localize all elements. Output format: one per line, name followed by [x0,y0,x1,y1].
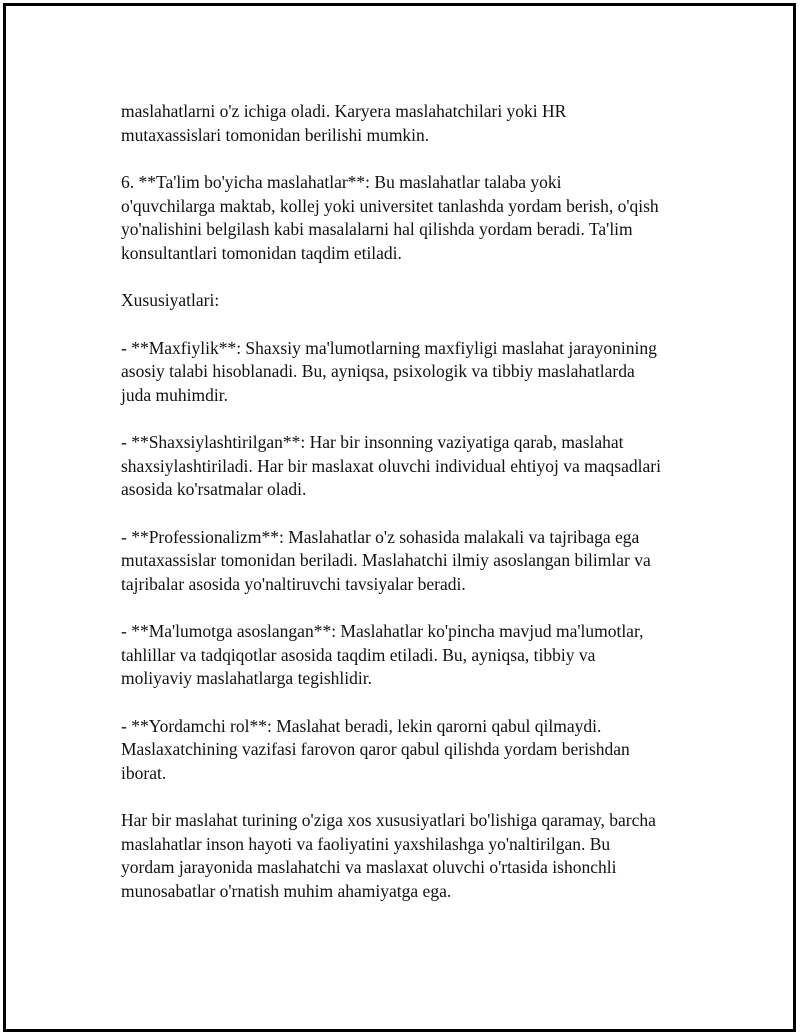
text-line: 6. **Ta'lim bo'yicha maslahatlar**: Bu maslahatlar talaba yoki [121,172,562,192]
text-line: maslahatlarni o'z ichiga oladi. Karyera maslahatchilari yoki HR [121,101,567,121]
text-line: asosida ko'rsatmalar oladi. [121,479,307,499]
paragraph-conclusion [121,809,701,903]
text-line: moliyaviy maslahatlarga tegishlidir. [121,668,372,688]
text-line: shaxsiylashtiriladi. Har bir maslaxat oluvchi individual ehtiyoj va maqsadlari [121,455,661,476]
text-line: - **Ma'lumotga asoslangan**: Maslahatlar ko'pincha mavjud ma'lumotlar, [121,621,644,641]
text-line: yo'nalishini belgilash kabi masalalarni hal qilishda yordam beradi. Ta'lim [121,219,633,239]
text-line: - **Shaxsiylashtirilgan**: Har bir insonning vaziyatiga qarab, maslahat [121,432,624,452]
text-line: Maslaxatchining vazifasi farovon qaror qabul qilishda yordam berishdan [121,739,630,759]
text-line: asosiy talabi hisoblanadi. Bu, ayniqsa, psixologik va tibbiy maslahatlarda [121,361,635,381]
text-line: maslahatlar inson hayoti va faoliyatini yaxshilashga yo'naltirilgan. Bu [121,833,611,854]
text-line: juda muhimdir. [121,384,228,405]
text-line: Xususiyatlari: [121,290,220,310]
paragraph-continuation [121,100,701,147]
list-item-professionalism [121,526,701,597]
text-line: - **Yordamchi rol**: Maslahat beradi, lekin qarorni qabul qilmaydi. [121,715,602,736]
text-line: o'quvchilarga maktab, kollej yoki universitet tanlashda yordam berish, o'qish [121,195,659,216]
text-line: tahlillar va tadqiqotlar asosida taqdim etiladi. Bu, ayniqsa, tibbiy va [121,644,596,665]
text-line: - **Maxfiylik**: Shaxsiy ma'lumotlarning maxfiyligi maslahat jarayonining [121,337,657,358]
text-line: Har bir maslahat turining o'ziga xos xususiyatlari bo'lishiga qaramay, barcha [121,810,656,830]
page-frame [3,3,796,1032]
text-line: konsultantlari tomonidan taqdim etiladi. [121,242,402,263]
text-line: munosabatlar o'rnatish muhim ahamiyatga ega. [121,880,452,901]
text-line: iborat. [121,762,167,783]
text-line: yordam jarayonida maslahatchi va maslaxat oluvchi o'rtasida ishonchli [121,857,617,877]
list-item-information-based [121,620,701,691]
text-line: - **Professionalizm**: Maslahatlar o'z sohasida malakali va tajribaga ega [121,526,640,547]
text-line: mutaxassislar tomonidan beriladi. Maslahatchi ilmiy asoslangan bilimlar va [121,550,651,570]
section-heading-features [121,289,701,313]
paragraph-education-advice [121,171,701,265]
list-item-confidentiality [121,337,701,408]
document-body [121,100,701,903]
list-item-supporting-role [121,715,701,786]
text-line: tajribalar asosida yo'naltiruvchi tavsiyalar beradi. [121,573,466,594]
list-item-personalized [121,431,701,502]
text-line: mutaxassislari tomonidan berilishi mumkin. [121,124,430,145]
